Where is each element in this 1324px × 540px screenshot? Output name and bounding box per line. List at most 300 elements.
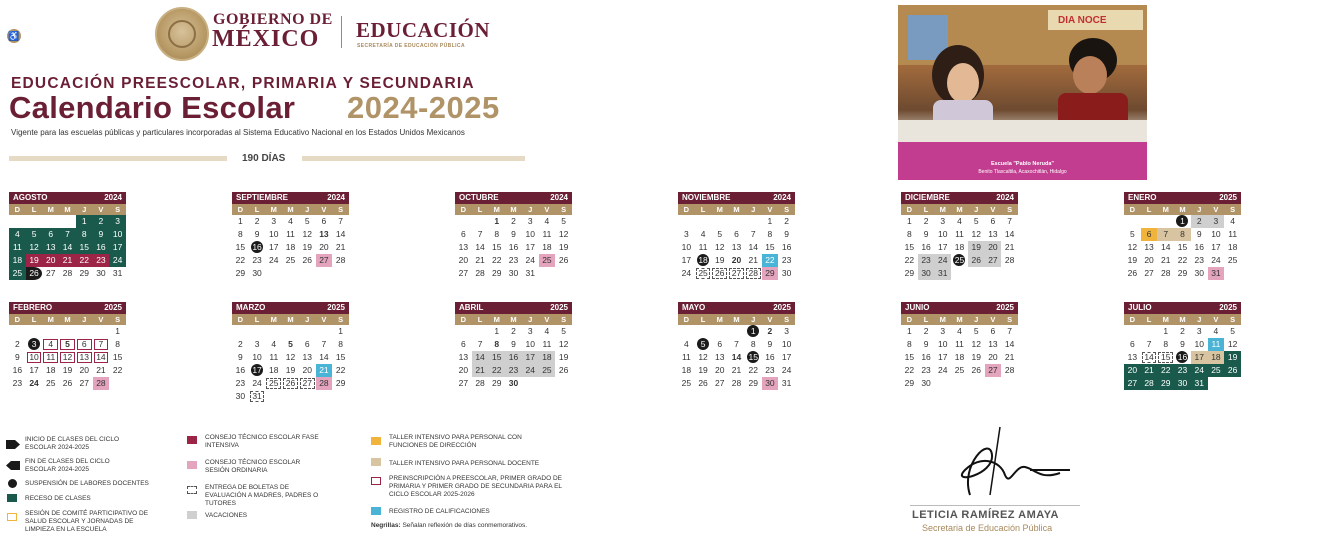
day-cell: 11	[286, 229, 295, 239]
day-cell: 20	[715, 365, 725, 375]
day-cell: 11	[698, 242, 708, 252]
weekday-label: J	[305, 315, 310, 324]
suspension-day-marker: 15	[748, 352, 758, 362]
day-cell: 27	[715, 378, 725, 388]
day-cell: 16	[1194, 242, 1204, 252]
day-cell: 3	[1208, 215, 1225, 228]
day-cell: 16	[93, 241, 110, 254]
day-cell: 15	[904, 242, 915, 252]
day-cell: 11	[955, 339, 964, 349]
day-cell: 25	[9, 267, 26, 280]
day-cell: 10	[525, 229, 535, 239]
photo-caption-location: Benito Tlaxcaltila, Acaxochitlán, Hidalgo	[978, 169, 1067, 175]
weekday-label: S	[784, 315, 790, 324]
day-cell: 30	[96, 268, 106, 278]
day-cell: 4	[271, 339, 277, 349]
day-cell: 19	[971, 352, 981, 362]
month-header	[1124, 192, 1241, 204]
day-cell: 28	[93, 377, 110, 390]
weekday-label: D	[14, 315, 21, 324]
day-cell: 12	[1227, 339, 1238, 349]
weekday-label: S	[561, 315, 567, 324]
day-cell: 8	[906, 339, 912, 349]
weekday-label: J	[528, 205, 533, 214]
month-header	[1124, 302, 1241, 314]
empty-day	[26, 325, 43, 338]
weekday-label: J	[751, 205, 756, 214]
day-cell: 4	[288, 216, 293, 226]
day-cell: 23	[12, 378, 23, 388]
day-cell	[745, 325, 762, 338]
weekday-label: L	[1146, 205, 1152, 214]
day-cell: 27	[79, 378, 89, 388]
day-cell: 13	[715, 352, 725, 362]
day-cell: 2	[93, 215, 110, 228]
day-cell: 11	[542, 229, 552, 239]
seal-emblem-icon	[168, 20, 196, 48]
day-cell: 4	[544, 216, 550, 226]
validity-note: Vigente para las escuelas públicas y particulares incorporadas al Sistema Educativo Nacional en los Estados Unidos Mexicanos	[11, 128, 465, 137]
month-name: MAYO	[682, 303, 706, 312]
day-cell: 5	[304, 216, 310, 226]
day-cell: 8	[1163, 339, 1169, 349]
day-cell: 1	[494, 216, 500, 226]
day-cell: 26	[282, 377, 299, 390]
day-cell: 16	[921, 352, 931, 362]
day-cell: 25	[265, 377, 282, 390]
day-cell: 7	[1146, 339, 1152, 349]
empty-day	[1141, 215, 1158, 228]
day-cell: 16	[508, 242, 519, 252]
empty-day	[728, 215, 745, 228]
day-cell: 8	[115, 339, 120, 349]
month-year: 2025	[550, 303, 568, 312]
day-cell: 29	[492, 378, 502, 388]
month-year: 2024	[550, 193, 568, 202]
day-cell: 13	[458, 242, 469, 252]
day-cell: 16	[505, 351, 522, 364]
month-febrero	[9, 302, 126, 390]
empty-day	[695, 215, 712, 228]
day-cell: 1	[338, 326, 343, 336]
day-cell: 19	[62, 365, 73, 375]
signer-role: Secretaria de Educación Pública	[922, 523, 1053, 533]
weekday-label: L	[700, 315, 706, 324]
day-cell: 13	[731, 242, 742, 252]
day-cell: 22	[748, 365, 758, 375]
day-cell: 24	[252, 378, 262, 388]
day-cell: 5	[26, 228, 43, 241]
empty-day	[9, 215, 26, 228]
weekday-label: V	[98, 205, 104, 214]
day-cell: 19	[285, 365, 296, 375]
day-cell: 22	[904, 255, 915, 265]
weekday-label: M	[1162, 315, 1169, 324]
day-cell: 15	[112, 352, 123, 362]
day-cell: 8	[237, 229, 243, 239]
day-cell: 24	[29, 378, 39, 388]
gobierno-line2: MÉXICO	[212, 26, 320, 52]
month-header	[9, 192, 126, 204]
month-header	[232, 192, 349, 204]
day-cell: 9	[767, 339, 773, 349]
day-cell: 28	[745, 267, 762, 280]
day-cell: 12	[558, 229, 569, 239]
day-cell: 8	[906, 229, 912, 239]
day-cell: 14	[472, 351, 489, 364]
day-cell: 14	[748, 242, 758, 252]
receso-swatch	[7, 494, 17, 502]
day-cell: 7	[321, 339, 327, 349]
day-grid	[455, 325, 572, 390]
day-cell: 26	[302, 255, 312, 265]
empty-day	[59, 215, 76, 228]
day-cell: 31	[249, 390, 266, 403]
weekday-label: M	[493, 315, 500, 324]
day-cell: 7	[750, 229, 756, 239]
empty-day	[42, 325, 59, 338]
day-cell: 5	[1230, 326, 1235, 336]
weekday-label: L	[254, 205, 260, 214]
day-cell: 11	[1228, 229, 1238, 239]
day-cell: 31	[1208, 267, 1225, 280]
weekday-label: L	[923, 315, 929, 324]
month-year: 2024	[773, 193, 791, 202]
day-cell: 5	[59, 338, 76, 351]
day-cell: 13	[1144, 242, 1154, 252]
day-cell: 30	[235, 391, 246, 401]
weekday-label: S	[784, 205, 790, 214]
day-cell: 3	[940, 216, 946, 226]
day-cell	[1174, 351, 1191, 364]
day-cell: 6	[1141, 228, 1158, 241]
day-cell: 21	[472, 364, 489, 377]
day-cell: 3	[527, 326, 533, 336]
day-cell: 28	[1004, 255, 1015, 265]
weekday-label: V	[544, 315, 550, 324]
empty-day	[1124, 215, 1141, 228]
empty-day	[249, 325, 266, 338]
empty-day	[265, 325, 282, 338]
weekday-label: D	[906, 205, 913, 214]
weekday-label: D	[1129, 205, 1136, 214]
day-cell: 27	[299, 377, 316, 390]
empty-day	[678, 215, 695, 228]
weekday-label: L	[923, 205, 929, 214]
day-cell: 19	[715, 255, 725, 265]
day-cell: 10	[781, 339, 792, 349]
day-cell: 1	[494, 326, 500, 336]
day-cell: 2	[14, 339, 20, 349]
weekday-label: M	[1179, 315, 1186, 324]
weekday-label: S	[1007, 205, 1013, 214]
day-cell: 14	[1004, 339, 1015, 349]
day-cell: 19	[1224, 351, 1241, 364]
day-cell: 5	[1129, 229, 1135, 239]
day-cell: 7	[1007, 216, 1012, 226]
day-cell: 25	[539, 254, 556, 267]
total-days-label: 190 DÍAS	[242, 153, 286, 164]
day-cell: 28	[1004, 365, 1015, 375]
legend-negrillas	[371, 522, 527, 530]
day-cell: 22	[335, 365, 346, 375]
day-cell: 25	[46, 378, 56, 388]
day-cell: 6	[460, 229, 466, 239]
day-cell: 24	[525, 255, 535, 265]
day-cell: 2	[923, 326, 929, 336]
page-title: Calendario Escolar	[9, 90, 296, 125]
day-cell: 20	[458, 255, 469, 265]
day-cell: 17	[781, 352, 792, 362]
day-cell: 22	[488, 364, 505, 377]
day-cell: 13	[76, 351, 93, 364]
month-header	[455, 302, 572, 314]
empty-day	[76, 325, 93, 338]
day-cell: 10	[1194, 339, 1204, 349]
day-cell: 18	[46, 365, 56, 375]
day-cell: 19	[698, 365, 708, 375]
day-cell: 1	[76, 215, 93, 228]
day-cell: 28	[1141, 377, 1158, 390]
weekday-label: L	[700, 205, 706, 214]
day-cell: 18	[681, 365, 692, 375]
month-year: 2025	[996, 303, 1014, 312]
day-grid	[1124, 215, 1241, 280]
day-cell: 17	[1191, 351, 1208, 364]
month-header	[232, 302, 349, 314]
legend-fin: FIN DE CLASES DEL CICLO ESCOLAR 2024-2025	[25, 458, 110, 473]
day-cell	[249, 241, 266, 254]
weekday-label: D	[683, 205, 690, 214]
day-cell: 23	[235, 378, 246, 388]
day-cell: 30	[921, 378, 931, 388]
weekday-label: J	[1197, 315, 1202, 324]
day-cell: 28	[475, 378, 485, 388]
day-cell: 7	[477, 339, 483, 349]
day-cell: 22	[1157, 364, 1174, 377]
month-noviembre	[678, 192, 795, 280]
day-cell: 1	[767, 216, 773, 226]
day-cell: 2	[511, 216, 516, 226]
day-cell: 5	[973, 216, 979, 226]
day-cell: 15	[488, 351, 505, 364]
weekday-label: S	[338, 205, 344, 214]
day-cell: 17	[681, 255, 692, 265]
day-cell: 30	[252, 268, 262, 278]
weekday-label: M	[733, 315, 740, 324]
day-cell: 16	[12, 365, 23, 375]
day-cell: 14	[731, 352, 742, 362]
weekday-header	[455, 314, 572, 325]
day-cell: 20	[985, 241, 1002, 254]
day-cell: 18	[1208, 351, 1225, 364]
day-cell: 12	[715, 242, 725, 252]
day-cell: 23	[918, 254, 935, 267]
day-cell: 5	[288, 339, 293, 349]
weekday-label: D	[683, 315, 690, 324]
day-cell: 21	[335, 242, 346, 252]
suspension-day-marker: 16	[1177, 352, 1188, 362]
day-cell: 6	[734, 229, 739, 239]
preinscripcion-swatch	[371, 477, 381, 485]
day-cell: 22	[235, 255, 246, 265]
day-cell: 4	[1230, 216, 1235, 226]
month-name: DICIEMBRE	[905, 193, 950, 202]
day-cell: 14	[319, 352, 329, 362]
month-enero	[1124, 192, 1241, 280]
day-cell: 5	[561, 216, 566, 226]
day-cell: 31	[525, 268, 535, 278]
weekday-label: S	[115, 205, 121, 214]
day-cell: 21	[1161, 255, 1171, 265]
day-cell: 6	[1129, 339, 1135, 349]
day-cell	[695, 254, 712, 267]
day-cell: 19	[26, 254, 43, 267]
suspension-day-marker: 18	[698, 255, 708, 265]
day-cell: 30	[781, 268, 792, 278]
day-cell: 30	[918, 267, 935, 280]
day-cell: 20	[79, 365, 89, 375]
day-cell: 8	[494, 339, 500, 349]
month-header	[678, 302, 795, 314]
day-cell: 23	[505, 364, 522, 377]
day-cell: 9	[511, 229, 516, 239]
day-cell: 28	[316, 377, 333, 390]
legend-taller-direccion: TALLER INTENSIVO PARA PERSONAL CON FUNCIONES DE DIRECCIÓN	[389, 434, 522, 449]
svg-text:DIA NOCE: DIA NOCE	[1058, 15, 1107, 26]
weekday-label: L	[1146, 315, 1152, 324]
day-cell: 31	[1191, 377, 1208, 390]
day-cell: 31	[112, 268, 123, 278]
day-cell: 7	[477, 229, 483, 239]
weekday-header	[455, 204, 572, 215]
weekday-label: S	[115, 315, 121, 324]
day-cell: 30	[508, 378, 519, 388]
weekday-label: L	[477, 205, 483, 214]
day-cell: 7	[734, 339, 739, 349]
day-grid	[455, 215, 572, 280]
day-cell: 9	[511, 339, 516, 349]
empty-day	[678, 325, 695, 338]
weekday-header	[678, 204, 795, 215]
day-cell: 14	[1161, 242, 1171, 252]
day-cell: 21	[59, 254, 76, 267]
weekday-label: S	[338, 315, 344, 324]
suspension-day-marker: 3	[28, 338, 40, 350]
legend-suspension: SUSPENSIÓN DE LABORES DOCENTES	[25, 480, 149, 487]
day-cell: 29	[904, 268, 915, 278]
day-cell: 21	[96, 365, 106, 375]
day-cell: 9	[923, 229, 929, 239]
day-cell: 16	[235, 365, 246, 375]
empty-day	[728, 325, 745, 338]
day-cell: 12	[285, 352, 296, 362]
weekday-label: M	[510, 205, 517, 214]
day-cell: 30	[508, 268, 519, 278]
day-cell: 1	[906, 326, 912, 336]
day-cell: 10	[938, 229, 948, 239]
day-cell: 16	[765, 352, 775, 362]
month-year: 2025	[327, 303, 345, 312]
day-cell: 4	[42, 338, 59, 351]
gobierno-line1: GOBIERNO DE	[213, 11, 333, 28]
month-year: 2025	[1219, 303, 1237, 312]
day-cell: 19	[1127, 255, 1138, 265]
day-cell	[695, 338, 712, 351]
day-cell: 17	[525, 242, 535, 252]
day-cell: 18	[542, 242, 552, 252]
day-cell: 31	[781, 378, 792, 388]
weekday-label: J	[82, 205, 87, 214]
day-cell: 14	[1004, 229, 1015, 239]
day-grid	[901, 215, 1018, 280]
day-cell: 20	[302, 365, 312, 375]
day-cell: 3	[527, 216, 533, 226]
weekday-label: M	[64, 315, 71, 324]
empty-day	[1124, 325, 1141, 338]
classroom-photo	[898, 5, 1147, 180]
empty-day	[9, 325, 26, 338]
day-cell: 13	[458, 352, 469, 362]
day-cell: 4	[957, 216, 962, 226]
day-cell: 29	[79, 268, 89, 278]
day-cell: 21	[1004, 352, 1015, 362]
day-cell: 24	[269, 255, 279, 265]
day-cell: 10	[269, 229, 279, 239]
legend-cte-intensiva: CONSEJO TÉCNICO ESCOLAR FASE INTENSIVA	[205, 434, 319, 449]
day-cell: 28	[475, 268, 485, 278]
month-name: ABRIL	[459, 303, 484, 312]
day-cell: 12	[26, 241, 43, 254]
day-cell: 29	[762, 267, 779, 280]
weekday-header	[232, 314, 349, 325]
month-year: 2024	[327, 193, 345, 202]
day-cell: 23	[508, 255, 519, 265]
empty-day	[316, 325, 333, 338]
legend-comite: SESIÓN DE COMITÉ PARTICIPATIVO DE SALUD ESCOLAR Y JORNADAS DE LIMPIEZA EN LA ESCUELA	[25, 510, 149, 533]
day-cell: 27	[985, 254, 1002, 267]
weekday-label: M	[716, 315, 723, 324]
day-cell	[745, 351, 762, 364]
month-diciembre	[901, 192, 1018, 280]
day-cell: 26	[558, 255, 569, 265]
day-cell: 4	[683, 339, 689, 349]
fin-arrow-icon	[6, 461, 20, 470]
accessibility-icon[interactable]: ♿	[8, 31, 20, 41]
suspension-day-marker: 17	[252, 365, 262, 375]
day-cell: 30	[1174, 377, 1191, 390]
day-cell: 14	[475, 242, 485, 252]
cycle-year: 2024-2025	[347, 90, 500, 125]
day-cell: 30	[1194, 268, 1204, 278]
day-cell: 23	[93, 254, 110, 267]
header-divider	[341, 16, 342, 48]
day-cell: 24	[522, 364, 539, 377]
day-cell: 23	[1194, 255, 1204, 265]
month-header	[455, 192, 572, 204]
empty-day	[711, 215, 728, 228]
day-cell: 27	[1144, 268, 1154, 278]
educacion-logo-text: EDUCACIÓN	[356, 18, 491, 42]
day-cell: 29	[904, 378, 915, 388]
day-cell: 17	[1211, 242, 1221, 252]
day-cell: 15	[76, 241, 93, 254]
day-cell: 18	[285, 242, 296, 252]
day-cell: 26	[26, 267, 43, 280]
empty-day	[455, 325, 472, 338]
weekday-label: D	[1129, 315, 1136, 324]
day-cell: 24	[681, 268, 692, 278]
